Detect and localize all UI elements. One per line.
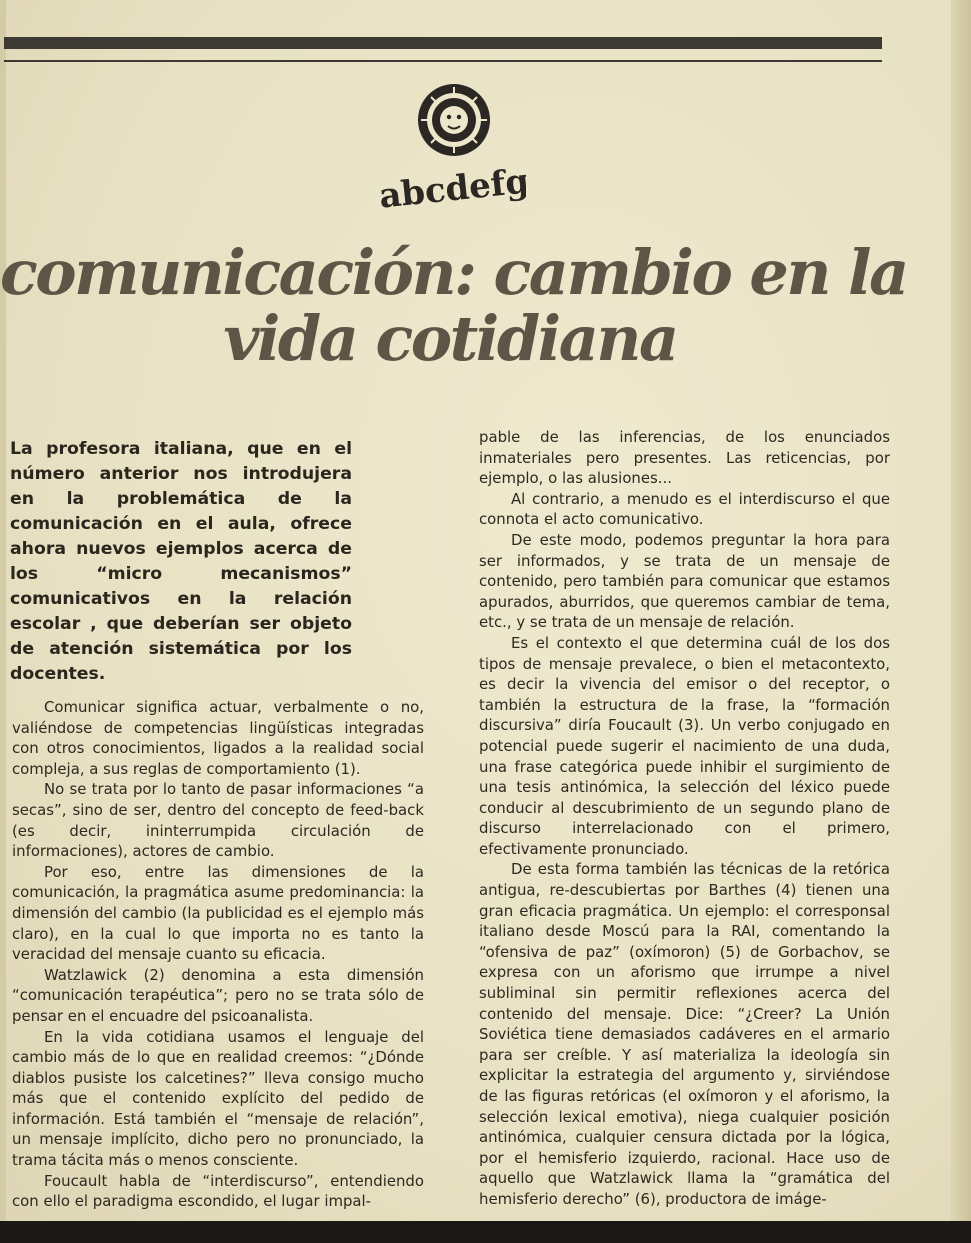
logo-text: abcdefg [377,161,526,216]
article-headline [0,236,907,375]
headline-line-1: comunicación: cambio en la [0,236,907,309]
paragraph: De esta forma también las técnicas de la retórica antigua, re-descubiertas por Barthes (4) tienen una gran eficacia pragmática. Un ejemplo: el corresponsal italiano desde Moscú para la RAI, comentando la “ofensiva de paz” (oxímoron) (5) de Gorbachov, se expresa con un aforismo que irrumpe a nivel subliminal sin permitir reflexiones acerca del contenido del mensaje. Dice: “¿Creer? La Unión Soviética tiene demasiados cadáveres en el armario para ser creíble. Y así materializa la ideología sin explicitar la estrategia del argumento y, sirviéndose de las figuras retóricas (el oxímoron y el aforismo, la selección lexical emotiva), niega cualquier posición antinómica, cualquier censura dictada por la lógica, por el hemisferio izquierdo, racional. Hace uso de aquello que Watzlawick llama la “gramática del hemisferio derecho” (6), productora de imáge- [479,860,890,1208]
paragraph: Es el contexto el que determina cuál de los dos tipos de mensaje prevalece, o bien el metacontexto, es decir la vivencia del emisor o del receptor, o también la estructura de la frase, la “formación discursiva” diría Foucault (3). Un verbo conjugado en potencial puede sugerir el nacimiento de una duda, una frase categórica puede inhibir el surgimiento de una tesis antinómica, la selección del léxico puede conducir al descubrimiento de un segundo plano de discurso interrelacionado con el primero, efectivamente pronunciado. [479,633,890,858]
paragraph: No se trata por lo tanto de pasar informaciones “a secas”, sino de ser, dentro del concepto de feed-back (es decir, ininterrumpida circulación de informaciones), actores de cambio. [12,780,424,861]
paragraph: Watzlawick (2) denomina a esta dimensión “comunicación terapéutica”; pero no se trata sólo de pensar en el encuadre del psicoanalista. [12,965,424,1025]
paragraph-continuation: pable de las inferencias, de los enunciados inmateriales pero presentes. Las reticencias, por ejemplo, o las alusiones... [479,428,890,488]
page-bottom-edge [0,1221,971,1243]
body-column-left [12,697,424,1212]
page-right-edge [951,0,971,1243]
paragraph: Al contrario, a menudo es el interdiscurso el que connota el acto comunicativo. [479,489,890,529]
header-rule [4,60,882,62]
paragraph: En la vida cotidiana usamos el lenguaje del cambio más de lo que en realidad creemos: “¿Dónde diablos pusiste los calcetines?” lleva consigo mucho más que el contenido explícito del pedido de información. Está también el “mensaje de relación”, un mensaje implícito, dicho pero no pronunciado, la trama tácita más o menos consciente. [12,1027,424,1170]
page-left-edge [0,0,6,1243]
headline-line-2: vida cotidiana [223,302,677,375]
paragraph: Comunicar significa actuar, verbalmente o no, valiéndose de competencias lingüísticas integradas con otros conocimientos, ligados a la realidad social compleja, a sus reglas de comportamiento (1). [12,698,424,778]
paragraph: De este modo, podemos preguntar la hora para ser informados, y se trata de un mensaje de contenido, pero también para comunicar que estamos apurados, aburridos, que queremos cambiar de tema, etc., y se trata de un mensaje de relación. [479,530,890,632]
body-column-right [479,427,890,1210]
sun-face-icon [376,76,526,216]
header-bar [4,37,882,49]
paragraph: Por eso, entre las dimensiones de la comunicación, la pragmática asume predominancia: la dimensión del cambio (la publicidad es el ejemplo más claro), en la cual lo que importa no es tanto la veracidad del mensaje cuanto su eficacia. [12,862,424,964]
section-logo [376,76,526,216]
paragraph: Foucault habla de “interdiscurso”, entendiendo con ello el paradigma escondido, el lugar impal- [12,1171,424,1211]
lead-paragraph: La profesora italiana, que en el número anterior nos introdujera en la problemática de la comunicación en el aula, ofrece ahora nuevos ejemplos acerca de los “micro mecanismos” comunicativos en la relación escolar , que deberían ser objeto de atención sistemática por los docentes. [10,439,352,684]
